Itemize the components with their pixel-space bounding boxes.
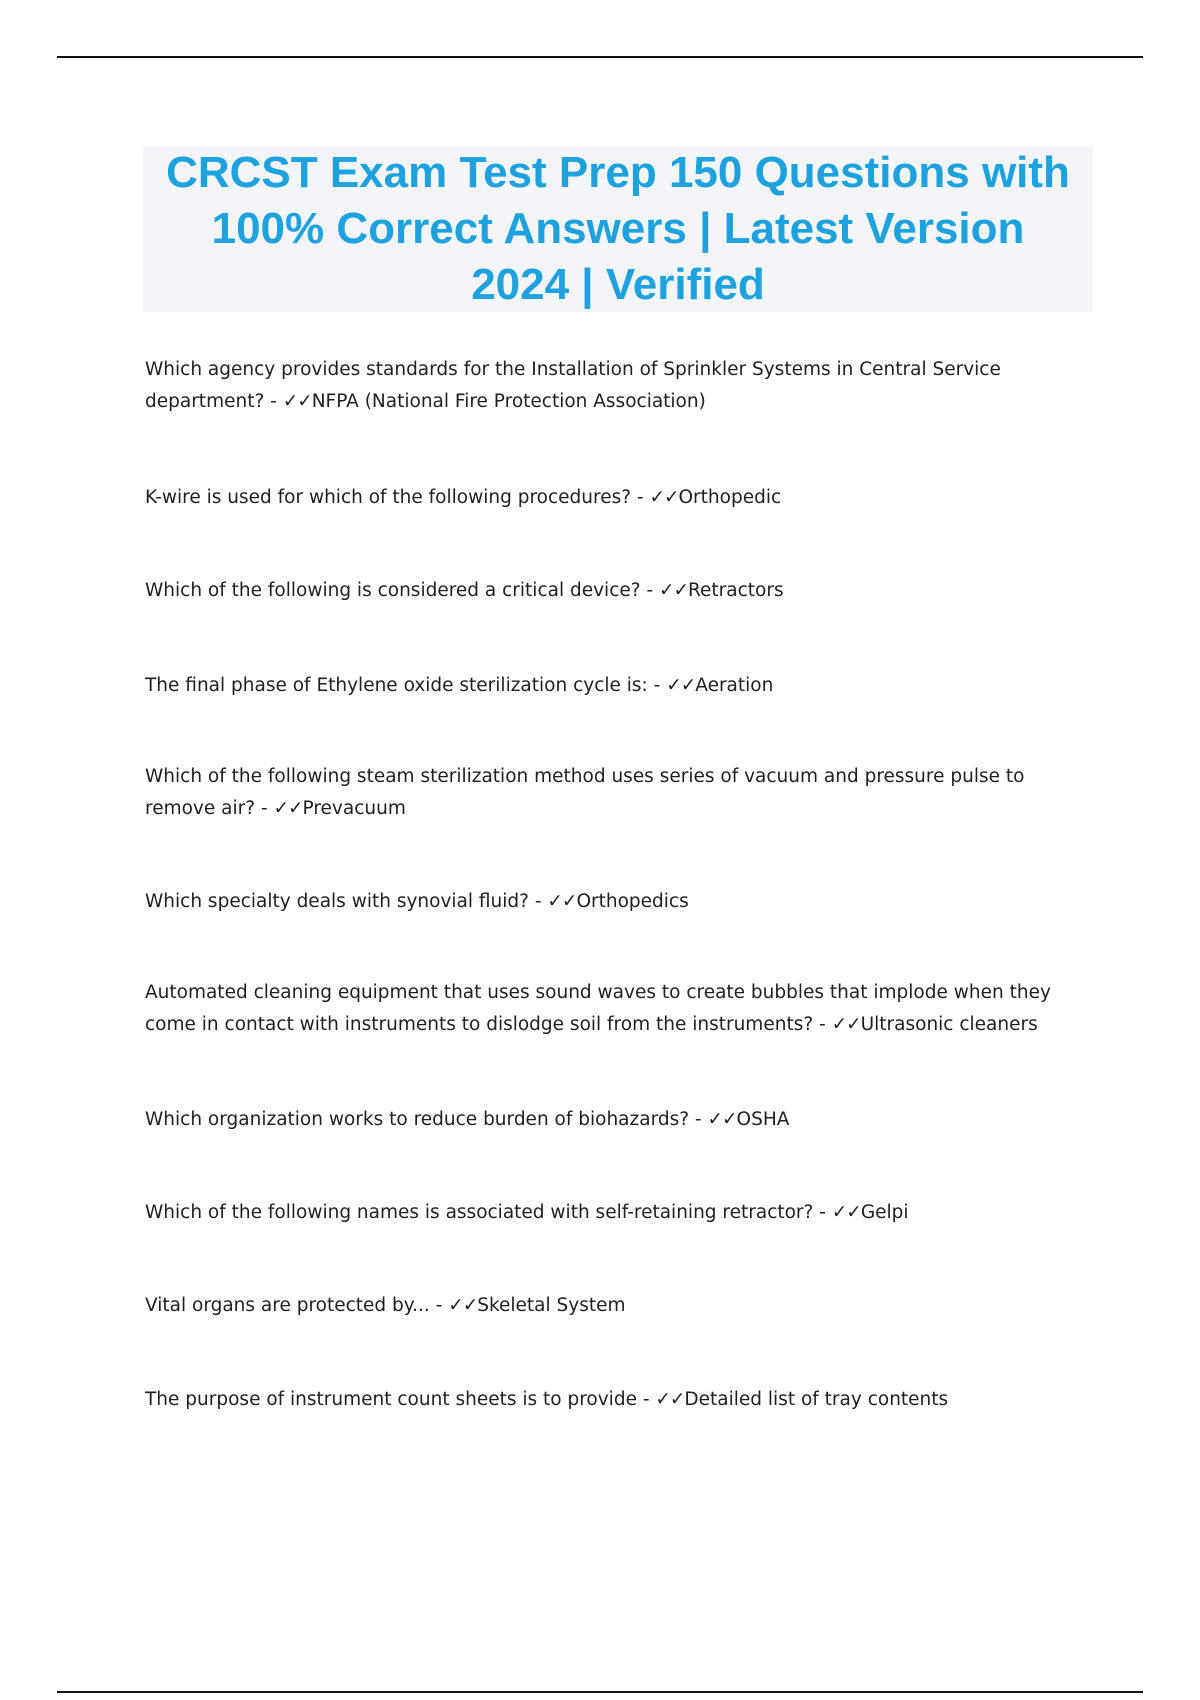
double-check-icon: ✓✓ [666, 675, 696, 696]
answer-text: Skeletal System [477, 1295, 626, 1316]
double-check-icon: ✓✓ [448, 1295, 478, 1316]
answer-text: Orthopedic [678, 487, 782, 508]
qa-item-3 [145, 575, 1095, 607]
answer-text: Aeration [695, 675, 774, 696]
qa-item-11 [145, 1384, 1095, 1416]
qa-item-1 [145, 354, 1095, 418]
document-title: CRCST Exam Test Prep 150 Questions with 100% Correct Answers | Latest Version 2024 | Verified [166, 148, 1070, 309]
question-text: Which organization works to reduce burden of biohazards? - [145, 1109, 708, 1130]
double-check-icon: ✓✓ [649, 487, 679, 508]
answer-text: Prevacuum [302, 798, 406, 819]
title-banner [143, 146, 1093, 312]
double-check-icon: ✓✓ [273, 798, 303, 819]
qa-item-7 [145, 977, 1095, 1041]
answer-text: Gelpi [860, 1202, 909, 1223]
answer-text: Ultrasonic cleaners [860, 1014, 1038, 1035]
double-check-icon: ✓✓ [282, 391, 312, 412]
question-text: Automated cleaning equipment that uses sound waves to create bubbles that implode when they come in contact with instruments to dislodge soil from the instruments? - [145, 982, 1051, 1035]
answer-text: Detailed list of tray contents [684, 1389, 949, 1410]
question-text: Which of the following steam sterilization method uses series of vacuum and pressure pulse to remove air? - [145, 766, 1025, 819]
question-text: Which of the following is considered a critical device? - [145, 580, 659, 601]
qa-item-10 [145, 1290, 1095, 1322]
top-rule [57, 56, 1143, 58]
qa-item-9 [145, 1197, 1095, 1229]
double-check-icon: ✓✓ [831, 1202, 861, 1223]
double-check-icon: ✓✓ [655, 1389, 685, 1410]
answer-text: OSHA [736, 1109, 790, 1130]
question-text: Which specialty deals with synovial fluid? - [145, 891, 548, 912]
double-check-icon: ✓✓ [547, 891, 577, 912]
answer-text: NFPA (National Fire Protection Association) [311, 391, 706, 412]
double-check-icon: ✓✓ [831, 1014, 861, 1035]
answer-text: Orthopedics [576, 891, 689, 912]
question-text: The final phase of Ethylene oxide sterilization cycle is: - [145, 675, 667, 696]
question-text: K-wire is used for which of the following procedures? - [145, 487, 650, 508]
answer-text: Retractors [688, 580, 784, 601]
qa-item-8 [145, 1104, 1095, 1136]
qa-item-4 [145, 670, 1095, 702]
question-text: Which agency provides standards for the Installation of Sprinkler Systems in Central Service department? - [145, 359, 1001, 412]
double-check-icon: ✓✓ [707, 1109, 737, 1130]
qa-item-5 [145, 761, 1095, 825]
question-text: Which of the following names is associated with self-retaining retractor? - [145, 1202, 832, 1223]
question-text: The purpose of instrument count sheets is to provide - [145, 1389, 656, 1410]
question-text: Vital organs are protected by... - [145, 1295, 449, 1316]
bottom-rule [57, 1691, 1143, 1693]
qa-item-6 [145, 886, 1095, 918]
double-check-icon: ✓✓ [659, 580, 689, 601]
qa-item-2 [145, 482, 1095, 514]
